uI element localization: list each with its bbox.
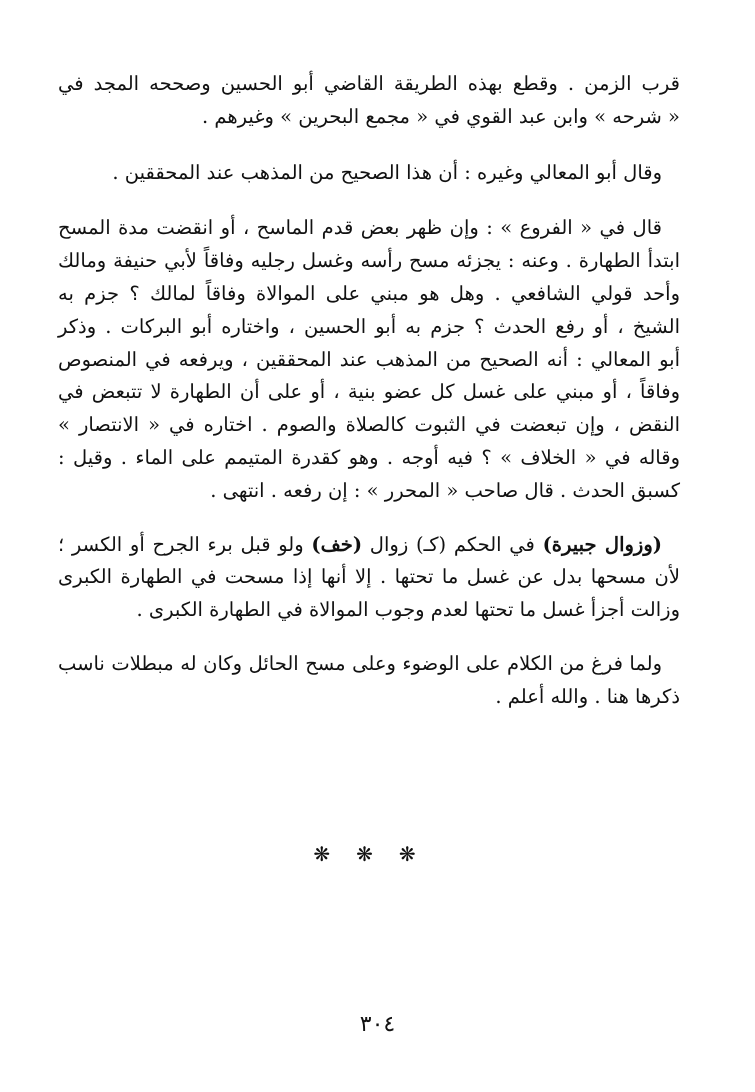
text-line: وأحد قولي الشافعي . وهل هو مبني على الموالاة وفاقاً لمالك ؟ جزم به [58,281,680,305]
bold-term: (وزوال جبيرة) [542,532,662,556]
paragraph-3 [58,212,680,507]
text-line: ولما فرغ من الكلام على الوضوء وعلى مسح الحائل وكان له مبطلات ناسب [58,651,662,675]
paragraph-gap [58,189,680,212]
paragraph-2 [58,157,680,190]
text-line: وفاقاً ، أو مبني على غسل كل عضو بنية ، أو على أن الطهارة لا تتبعض في [58,380,680,404]
paragraph-gap [58,508,680,529]
text-line: لأن مسحها بدل عن غسل ما تحتها . إلا أنها إذا مسحت في الطهارة الكبرى [58,565,680,589]
paragraph-1 [58,68,680,134]
text-line: النقض ، وإن تبعضت في الثبوت كالصلاة والصوم . اختاره في « الانتصار » [58,413,680,437]
text-line: وزالت أجزأ غسل ما تحتها لعدم وجوب الموالاة في الطهارة الكبرى . [136,598,680,622]
text-line: وقال أبو المعالي وغيره : أن هذا الصحيح من المذهب عند المحققين . [112,160,662,184]
page-number: ٣٠٤ [359,1012,396,1037]
text-line: كسبق الحدث . قال صاحب « المحرر » : إن رفعه . انتهى . [210,478,680,502]
section-separator: ❋❋❋ [313,842,442,866]
text-line: الشيخ ، أو رفع الحدث ؟ جزم به أبو الحسين ، واختاره أبو البركات . وذكر [58,314,680,338]
inline-text: في الحكم (كـ) زوال [362,532,543,556]
text-line [58,529,680,562]
text-line: ابتدأ الطهارة . وعنه : يجزئه مسح رأسه وغسل رجليه وفاقاً لأبي حنيفة ومالك [58,249,680,273]
bold-term: (خف) [311,532,363,556]
text-line: أبو المعالي : أنه الصحيح من المذهب عند المحققين ، ويرفعه في المنصوص [58,347,680,371]
inline-text: ولو قبل برء الجرح أو الكسر ؛ [58,532,312,556]
text-line: ذكرها هنا . والله أعلم . [495,684,680,708]
text-line: قرب الزمن . وقطع بهذه الطريقة القاضي أبو الحسين وصححه المجد في [58,72,680,95]
page-body [58,68,680,714]
text-line: قال في « الفروع » : وإن ظهر بعض قدم الماسح ، أو انقضت مدة المسح [58,216,662,240]
paragraph-5 [58,648,680,714]
text-line: وقاله في « الخلاف » ؟ فيه أوجه . وهو كقدرة المتيمم على الماء . وقيل : [58,445,680,469]
paragraph-4 [58,529,680,627]
paragraph-gap [58,134,680,157]
paragraph-gap [58,627,680,648]
text-line: « شرحه » وابن عبد القوي في « مجمع البحرين » وغيرهم . [202,104,680,128]
